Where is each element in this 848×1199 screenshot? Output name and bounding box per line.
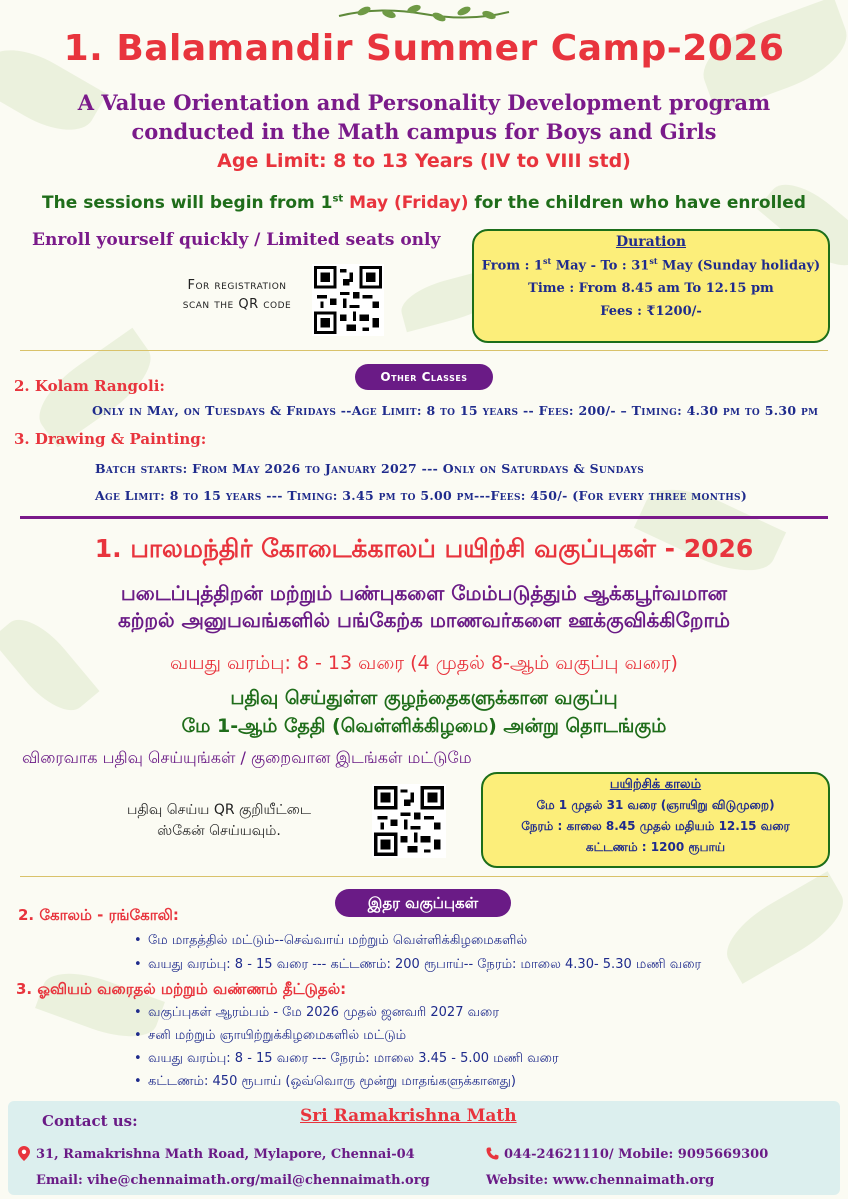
tamil-duration-dates: மே 1 முதல் 31 வரை (ஞாயிறு விடுமுறை) [536, 798, 775, 812]
website-link[interactable]: Website: www.chennaimath.org [486, 1173, 715, 1188]
tamil-section-divider [20, 876, 828, 877]
tamil-drawing-item-1: • வகுப்புகள் ஆரம்பம் - மே 2026 முதல் ஜனவரி 2027 வரை [148, 1005, 499, 1021]
tamil-subtitle-line-2: கற்றல் அனுபவங்களில் பங்கேற்க மாணவர்களை ஊக்குவிக்கிறோம் [117, 608, 730, 632]
email-address[interactable]: Email: vihe@chennaimath.org/mail@chennaimath.org [36, 1173, 430, 1188]
drawing-line-2: Age Limit: 8 to 15 years --- Timing: 3.45 pm to 5.00 pm---Fees: 450/- (For every three months) [95, 488, 748, 503]
tamil-drawing-heading: 3. ஓவியம் வரைதல் மற்றும் வண்ணம் தீட்டுதல்: [16, 980, 347, 998]
tamil-registration-instructions [94, 800, 344, 842]
subtitle-line-2: conducted in the Math campus for Boys and Girls [131, 119, 717, 144]
vine-ornament [334, 2, 514, 24]
sessions-sup: st [332, 193, 344, 205]
phone-number[interactable]: 044-24621110/ Mobile: 9095669300 [504, 1147, 769, 1162]
location-pin-icon [18, 1146, 30, 1161]
qr-code-english[interactable] [312, 264, 384, 336]
subtitle-line-1: A Value Orientation and Personality Development program [77, 90, 771, 115]
scan-line-2: scan the QR code [182, 297, 292, 312]
contact-label: Contact us: [42, 1112, 138, 1130]
registration-instructions [172, 276, 302, 314]
duration-dates [474, 256, 828, 273]
tamil-kolam-heading: 2. கோலம் - ரங்கோலி: [18, 906, 179, 924]
scan-line-1: For registration [187, 278, 287, 293]
address: 31, Ramakrishna Math Road, Mylapore, Chennai-04 [36, 1147, 415, 1162]
sessions-date: May (Friday) [349, 193, 469, 213]
sessions-prefix: The sessions will begin from 1 [42, 193, 333, 213]
duration-heading: Duration [615, 234, 687, 250]
tamil-drawing-item-2: • சனி மற்றும் ஞாயிற்றுக்கிழமைகளில் மட்டும் [148, 1028, 406, 1044]
phone-icon [486, 1147, 499, 1160]
tamil-subtitle-line-1: படைப்புத்திறன் மற்றும் பண்புகளை மேம்படுத்தும் ஆக்கபூர்வமான [120, 581, 728, 605]
duration-to-sup: st [649, 256, 658, 266]
duration-from-sup: st [542, 256, 552, 266]
tamil-begin-line-1: பதிவு செய்துள்ள குழந்தைகளுக்கான வகுப்பு [230, 687, 618, 709]
duration-from: From : 1 [481, 258, 543, 274]
language-divider [20, 516, 828, 519]
tamil-duration-time: நேரம் : காலை 8.45 முதல் மதியம் 12.15 வரை [521, 819, 790, 833]
duration-box-tamil [481, 772, 830, 868]
tamil-age-limit: வயது வரம்பு: 8 - 13 வரை (4 முதல் 8-ஆம் வகுப்பு வரை) [170, 652, 678, 674]
kolam-detail: Only in May, on Tuesdays & Fridays --Age Limit: 8 to 15 years -- Fees: 200/- – Timing: 4.30 pm to 5.30 pm [92, 403, 819, 418]
tamil-drawing-item-4: • கட்டணம்: 450 ரூபாய் (ஒவ்வொரு மூன்று மாதங்களுக்கானது) [148, 1074, 516, 1090]
tamil-other-classes-badge: இதர வகுப்புகள் [335, 889, 511, 917]
drawing-line-1: Batch starts: From May 2026 to January 2027 --- Only on Saturdays & Sundays [95, 461, 645, 476]
enroll-notice: Enroll yourself quickly / Limited seats only [32, 230, 441, 250]
page-title: 1. Balamandir Summer Camp-2026 [63, 28, 785, 69]
tamil-kolam-item-2: • வயது வரம்பு: 8 - 15 வரை --- கட்டணம்: 200 ரூபாய்-- நேரம்: மாலை 4.30- 5.30 மணி வரை [148, 957, 701, 973]
tamil-scan-line-2: ஸ்கேன் செய்யவும். [157, 823, 281, 839]
tamil-duration-heading: பயிற்சிக் காலம் [609, 777, 702, 792]
tamil-duration-fees: கட்டணம் : 1200 ரூபாய் [585, 840, 726, 854]
sessions-start [0, 193, 848, 213]
tamil-scan-line-1: பதிவு செய்ய QR குறியீட்டை [127, 802, 311, 818]
tamil-drawing-item-3: • வயது வரம்பு: 8 - 15 வரை --- நேரம்: மாலை 3.45 - 5.00 மணி வரை [148, 1051, 559, 1067]
drawing-heading: 3. Drawing & Painting: [14, 430, 207, 448]
duration-rest: May (Sunday holiday) [657, 258, 821, 274]
tamil-enroll-notice: விரைவாக பதிவு செய்யுங்கள் / குறைவான இடங்கள் மட்டுமே [22, 748, 472, 767]
tamil-begin-line-2: மே 1-ஆம் தேதி (வெள்ளிக்கிழமை) அன்று தொடங்கும் [181, 715, 667, 737]
age-limit: Age Limit: 8 to 13 Years (IV to VIII std) [217, 150, 631, 172]
tamil-title: 1. பாலமந்திர் கோடைக்காலப் பயிற்சி வகுப்புகள் - 2026 [94, 534, 754, 563]
duration-to: May - To : 31 [551, 258, 650, 274]
duration-time: Time : From 8.45 am To 12.15 pm [528, 281, 774, 297]
qr-code-tamil[interactable] [372, 784, 446, 858]
sessions-suffix: for the children who have enrolled [474, 193, 806, 213]
duration-fees: Fees : ₹1200/- [600, 304, 702, 320]
section-divider [20, 350, 828, 351]
other-classes-badge: Other Classes [355, 364, 493, 390]
tamil-kolam-item-1: • மே மாதத்தில் மட்டும்--செவ்வாய் மற்றும் வெள்ளிக்கிழமைகளில் [148, 933, 527, 949]
kolam-heading: 2. Kolam Rangoli: [14, 377, 165, 395]
duration-box-english [472, 229, 830, 343]
org-name: Sri Ramakrishna Math [300, 1106, 517, 1126]
